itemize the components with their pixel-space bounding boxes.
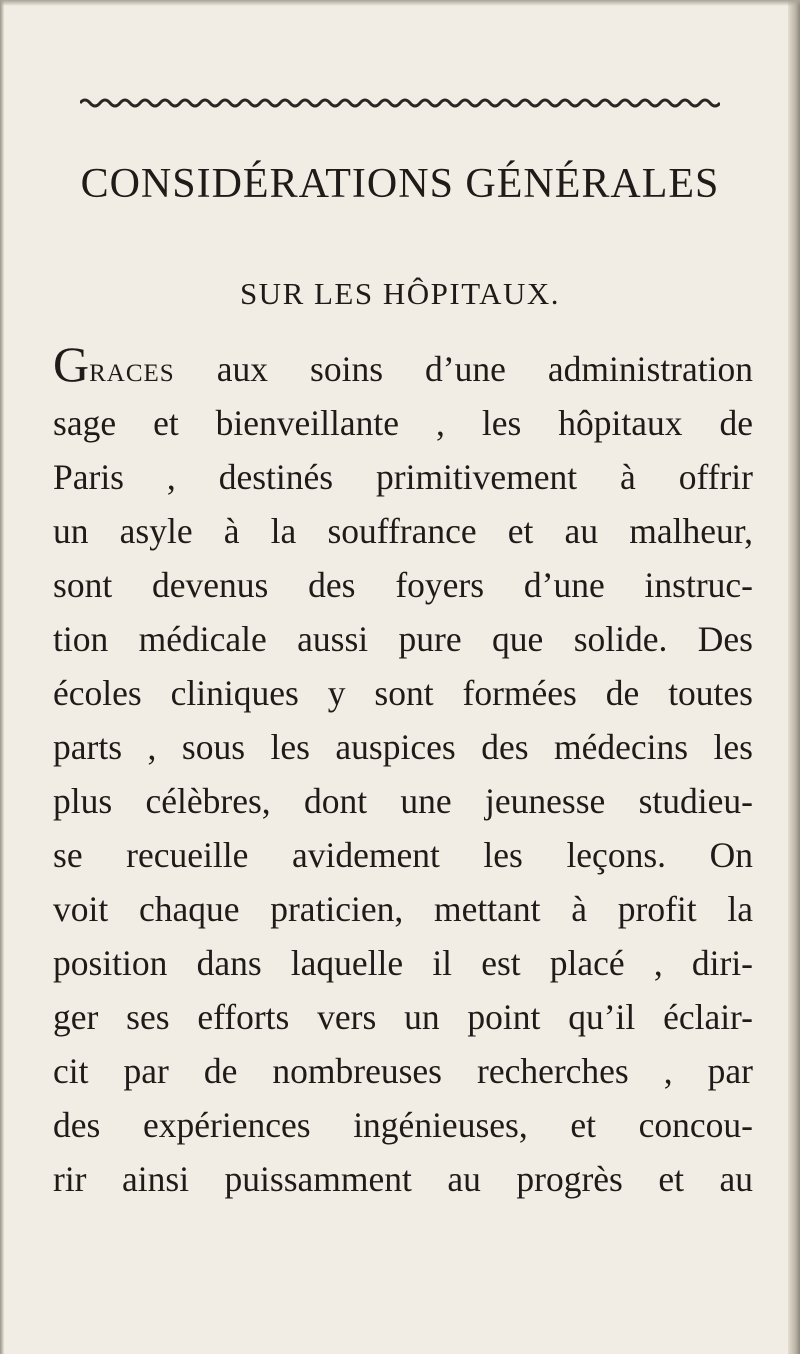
text-line: tion médicale aussi pure que solide. Des	[53, 619, 753, 659]
first-line-rest: aux soins d’une administration	[174, 349, 753, 389]
text-line: voit chaque praticien, mettant à profit la	[53, 889, 753, 929]
top-shadow	[0, 0, 800, 6]
text-line: rir ainsi puissamment au progrès et au	[53, 1159, 753, 1199]
wavy-rule-ornament-icon	[80, 96, 720, 110]
text-line: des expériences ingénieuses, et concou-	[53, 1105, 753, 1145]
body-paragraph	[53, 336, 753, 1206]
lead-word: races	[89, 349, 175, 389]
text-line: position dans laquelle il est placé , diri-	[53, 943, 753, 983]
text-line: sage et bienveillante , les hôpitaux de	[53, 403, 753, 443]
text-line: plus célèbres, dont une jeunesse studieu-	[53, 781, 753, 821]
text-line: ger ses efforts vers un point qu’il éclair-	[53, 997, 753, 1037]
text-line: un asyle à la souffrance et au malheur,	[53, 511, 753, 551]
chapter-title: CONSIDÉRATIONS GÉNÉRALES	[80, 161, 720, 207]
chapter-subtitle: SUR LES HÔPITAUX.	[239, 276, 561, 311]
text-line: cit par de nombreuses recherches , par	[53, 1051, 753, 1091]
text-line: sont devenus des foyers d’une instruc-	[53, 565, 753, 605]
text-line: se recueille avidement les leçons. On	[53, 835, 753, 875]
text-line-first	[53, 336, 753, 396]
text-line: Paris , destinés primitivement à offrir	[53, 457, 753, 497]
text-line: parts , sous les auspices des médecins les	[53, 727, 753, 767]
drop-cap-letter: G	[53, 336, 90, 392]
text-line: écoles cliniques y sont formées de toutes	[53, 673, 753, 713]
